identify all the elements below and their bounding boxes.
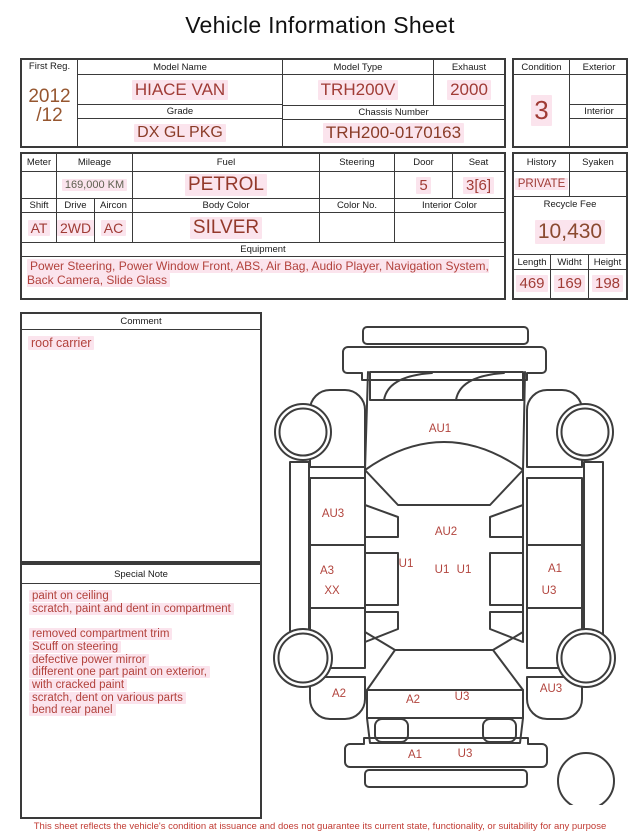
damage-code-label: AU3 (539, 683, 563, 695)
first-reg-month: /12 (36, 105, 63, 126)
body-color-label: Body Color (133, 199, 320, 212)
rear-left-wheel (274, 629, 332, 687)
special-note-line: bend rear panel (29, 704, 253, 717)
aircon-label: Aircon (95, 199, 133, 212)
width-value: 169 (554, 275, 585, 292)
specs-value-row-2 (22, 213, 504, 243)
grade-value: DX GL PKG (134, 124, 226, 142)
special-note-box (20, 563, 262, 819)
spare-tire (558, 753, 614, 805)
model-name-value: HIACE VAN (132, 80, 228, 100)
front-left-wheel (275, 404, 331, 460)
exterior-label: Exterior (570, 60, 628, 75)
first-reg-year: 2012 (28, 86, 71, 107)
color-no-label: Color No. (320, 199, 395, 212)
mileage-label: Mileage (57, 154, 133, 171)
length-column (514, 255, 551, 298)
aircon-value: AC (101, 220, 126, 236)
special-note-line (29, 615, 253, 628)
damage-code-label: A2 (331, 688, 347, 700)
comment-text: roof carrier (22, 330, 260, 356)
shift-value: AT (28, 220, 51, 236)
comment-label: Comment (22, 314, 260, 330)
front-right-wheel (557, 404, 613, 460)
drive-value: 2WD (57, 220, 94, 236)
damage-code-label: U1 (398, 558, 414, 570)
damage-code-label: A2 (405, 694, 421, 706)
interior-color-label: Interior Color (422, 200, 477, 211)
condition-column (514, 60, 570, 146)
model-type-label: Model Type (283, 60, 433, 75)
steering-label: Steering (320, 154, 395, 171)
drive-label: Drive (57, 199, 95, 212)
model-name-column (78, 60, 283, 146)
history-value: PRIVATE (515, 178, 569, 190)
damage-code-label: A3 (319, 565, 335, 577)
damage-code-label: U1 (434, 564, 450, 576)
chassis-column (283, 105, 504, 146)
length-label: Length (514, 255, 550, 270)
meter-label: Meter (22, 154, 57, 171)
mileage-value: 169,000 KM (62, 179, 127, 191)
condition-table (512, 58, 628, 148)
fuel-label: Fuel (133, 154, 320, 171)
exhaust-value: 2000 (447, 80, 491, 100)
equipment-list: Power Steering, Power Window Front, ABS, Air Bag, Audio Player, Navigation System, Back Camera, Slide Glass (27, 259, 489, 287)
damage-code-label: XX (324, 585, 340, 597)
door-value: 5 (416, 177, 430, 194)
chassis-value: TRH200-0170163 (323, 123, 464, 143)
special-note-line: scratch, paint and dent in compartment (29, 603, 253, 616)
special-note-line: different one part paint on exterior, (29, 666, 253, 679)
damage-code-label: AU2 (434, 526, 458, 538)
specs-value-row-1 (22, 172, 504, 199)
length-value: 469 (516, 275, 547, 292)
recycle-fee-value: 10,430 (535, 220, 605, 244)
rear-right-wheel (557, 629, 615, 687)
model-type-column (283, 60, 434, 105)
damage-code-label: A1 (407, 749, 423, 761)
fuel-value: PETROL (185, 174, 267, 196)
special-note-line: with cracked paint (29, 679, 253, 692)
recycle-fee-cell (514, 197, 626, 255)
height-column (589, 255, 626, 298)
damage-code-label: A1 (547, 563, 563, 575)
vehicle-info-table (20, 58, 506, 148)
width-label: Widht (551, 255, 588, 270)
special-note-line: Scuff on steering (29, 641, 253, 654)
comment-box (20, 312, 262, 563)
car-outline (290, 327, 603, 787)
history-header-row (514, 154, 626, 172)
shift-label: Shift (22, 199, 57, 212)
equipment-header-row (22, 243, 504, 257)
exterior-interior-column (570, 60, 628, 146)
body-color-value: SILVER (190, 217, 262, 239)
special-note-label: Special Note (22, 565, 260, 584)
history-value-row (514, 172, 626, 197)
grade-label: Grade (78, 105, 282, 119)
footer-disclaimer: This sheet reflects the vehicle's condition at issuance and does not guarantee its current state, functionality, or suitability for any purpose (33, 821, 607, 832)
seat-label: Seat (468, 157, 489, 168)
exhaust-column (434, 60, 504, 105)
height-value: 198 (592, 275, 623, 292)
special-note-line: paint on ceiling (29, 590, 253, 603)
history-table (512, 152, 628, 300)
model-type-value: TRH200V (318, 80, 399, 100)
syaken-label: Syaken (582, 157, 614, 168)
damage-code-label: U3 (454, 691, 470, 703)
condition-label: Condition (514, 60, 569, 75)
dimensions-row (514, 255, 626, 298)
history-label: History (514, 154, 570, 171)
width-column (551, 255, 589, 298)
condition-grade-value: 3 (531, 95, 551, 126)
special-note-line: removed compartment trim (29, 628, 253, 641)
special-note-lines (22, 584, 260, 723)
car-diagram-svg (268, 313, 640, 805)
model-name-label: Model Name (78, 60, 282, 75)
equipment-label: Equipment (240, 244, 286, 255)
damage-code-label: U1 (456, 564, 472, 576)
page-title: Vehicle Information Sheet (185, 12, 455, 38)
recycle-fee-label: Recycle Fee (543, 199, 597, 210)
damage-code-label: AU3 (321, 508, 345, 520)
damage-code-label: U3 (457, 748, 473, 760)
specs-header-row-2 (22, 199, 504, 213)
exhaust-label: Exhaust (434, 60, 504, 75)
special-note-line: defective power mirror (29, 654, 253, 667)
first-reg-cell (22, 60, 78, 146)
first-reg-label: First Reg. (28, 61, 71, 72)
seat-value: 3[6] (463, 177, 494, 194)
door-label: Door (395, 154, 453, 171)
special-note-line: scratch, dent on various parts (29, 692, 253, 705)
specs-table (20, 152, 506, 300)
height-label: Height (589, 255, 626, 270)
damage-code-label: AU1 (428, 423, 452, 435)
damage-code-label: U3 (541, 585, 557, 597)
chassis-label: Chassis Number (283, 106, 504, 120)
specs-header-row-1 (22, 154, 504, 172)
interior-label: Interior (570, 105, 628, 119)
